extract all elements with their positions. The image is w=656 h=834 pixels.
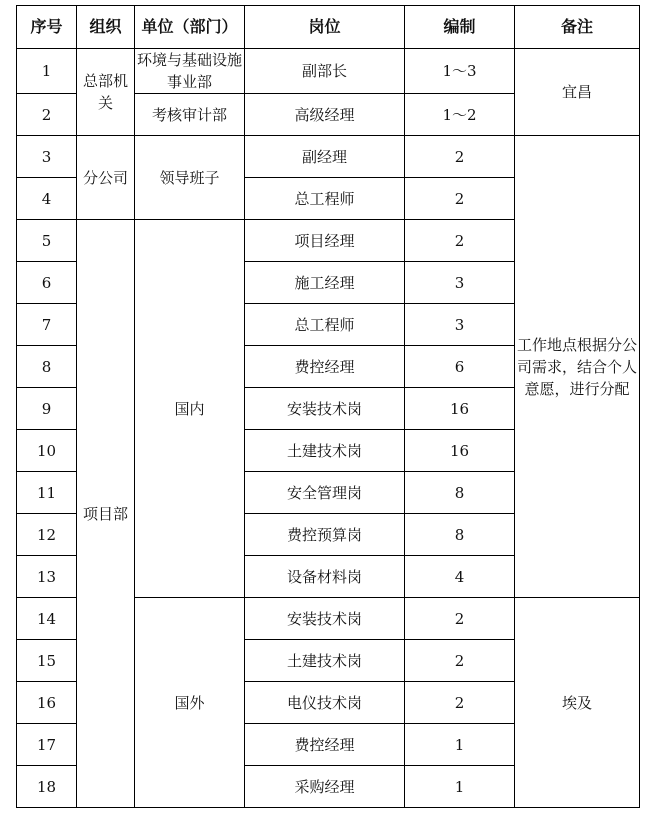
seq-cell: 13 — [17, 556, 77, 598]
post-cell: 设备材料岗 — [245, 556, 405, 598]
quota-cell: 1～2 — [405, 94, 515, 136]
quota-cell: 1～3 — [405, 49, 515, 94]
seq-cell: 7 — [17, 304, 77, 346]
quota-cell: 2 — [405, 136, 515, 178]
seq-cell: 18 — [17, 766, 77, 808]
seq-cell: 17 — [17, 724, 77, 766]
quota-cell: 4 — [405, 556, 515, 598]
post-cell: 副部长 — [245, 49, 405, 94]
post-cell: 高级经理 — [245, 94, 405, 136]
quota-cell: 2 — [405, 598, 515, 640]
quota-cell: 2 — [405, 682, 515, 724]
seq-cell: 3 — [17, 136, 77, 178]
post-cell: 采购经理 — [245, 766, 405, 808]
seq-cell: 6 — [17, 262, 77, 304]
table-row — [17, 136, 640, 178]
unit-cell-leader: 领导班子 — [135, 136, 245, 220]
header-quota: 编制 — [405, 6, 515, 49]
quota-cell: 1 — [405, 766, 515, 808]
header-unit: 单位（部门） — [135, 6, 245, 49]
seq-cell: 9 — [17, 388, 77, 430]
post-cell: 电仪技术岗 — [245, 682, 405, 724]
post-cell: 施工经理 — [245, 262, 405, 304]
seq-cell: 16 — [17, 682, 77, 724]
post-cell: 费控预算岗 — [245, 514, 405, 556]
quota-cell: 8 — [405, 514, 515, 556]
recruitment-table — [16, 5, 640, 808]
post-cell: 副经理 — [245, 136, 405, 178]
post-cell: 安装技术岗 — [245, 388, 405, 430]
header-org: 组织 — [77, 6, 135, 49]
seq-cell: 14 — [17, 598, 77, 640]
quota-cell: 2 — [405, 178, 515, 220]
seq-cell: 10 — [17, 430, 77, 472]
header-seq: 序号 — [17, 6, 77, 49]
unit-cell-env: 环境与基础设施事业部 — [135, 49, 245, 94]
seq-cell: 12 — [17, 514, 77, 556]
unit-cell-audit: 考核审计部 — [135, 94, 245, 136]
quota-cell: 2 — [405, 220, 515, 262]
quota-cell: 3 — [405, 262, 515, 304]
post-cell: 项目经理 — [245, 220, 405, 262]
post-cell: 总工程师 — [245, 178, 405, 220]
post-cell: 安装技术岗 — [245, 598, 405, 640]
unit-cell-domestic: 国内 — [135, 220, 245, 598]
post-cell: 费控经理 — [245, 346, 405, 388]
seq-cell: 15 — [17, 640, 77, 682]
header-notes: 备注 — [515, 6, 640, 49]
table-row — [17, 49, 640, 94]
post-cell: 费控经理 — [245, 724, 405, 766]
quota-cell: 6 — [405, 346, 515, 388]
org-cell-project: 项目部 — [77, 220, 135, 808]
quota-cell: 16 — [405, 430, 515, 472]
notes-cell-yichang: 宜昌 — [515, 49, 640, 136]
seq-cell: 4 — [17, 178, 77, 220]
post-cell: 总工程师 — [245, 304, 405, 346]
seq-cell: 5 — [17, 220, 77, 262]
org-cell-hq: 总部机关 — [77, 49, 135, 136]
quota-cell: 16 — [405, 388, 515, 430]
header-post: 岗位 — [245, 6, 405, 49]
quota-cell: 3 — [405, 304, 515, 346]
post-cell: 土建技术岗 — [245, 640, 405, 682]
seq-cell: 8 — [17, 346, 77, 388]
post-cell: 安全管理岗 — [245, 472, 405, 514]
unit-cell-abroad: 国外 — [135, 598, 245, 808]
header-row — [17, 6, 640, 49]
quota-cell: 1 — [405, 724, 515, 766]
seq-cell: 1 — [17, 49, 77, 94]
org-cell-branch: 分公司 — [77, 136, 135, 220]
post-cell: 土建技术岗 — [245, 430, 405, 472]
seq-cell: 11 — [17, 472, 77, 514]
quota-cell: 8 — [405, 472, 515, 514]
seq-cell: 2 — [17, 94, 77, 136]
notes-cell-egypt: 埃及 — [515, 598, 640, 808]
quota-cell: 2 — [405, 640, 515, 682]
notes-cell-workplace: 工作地点根据分公司需求，结合个人意愿，进行分配 — [515, 136, 640, 598]
